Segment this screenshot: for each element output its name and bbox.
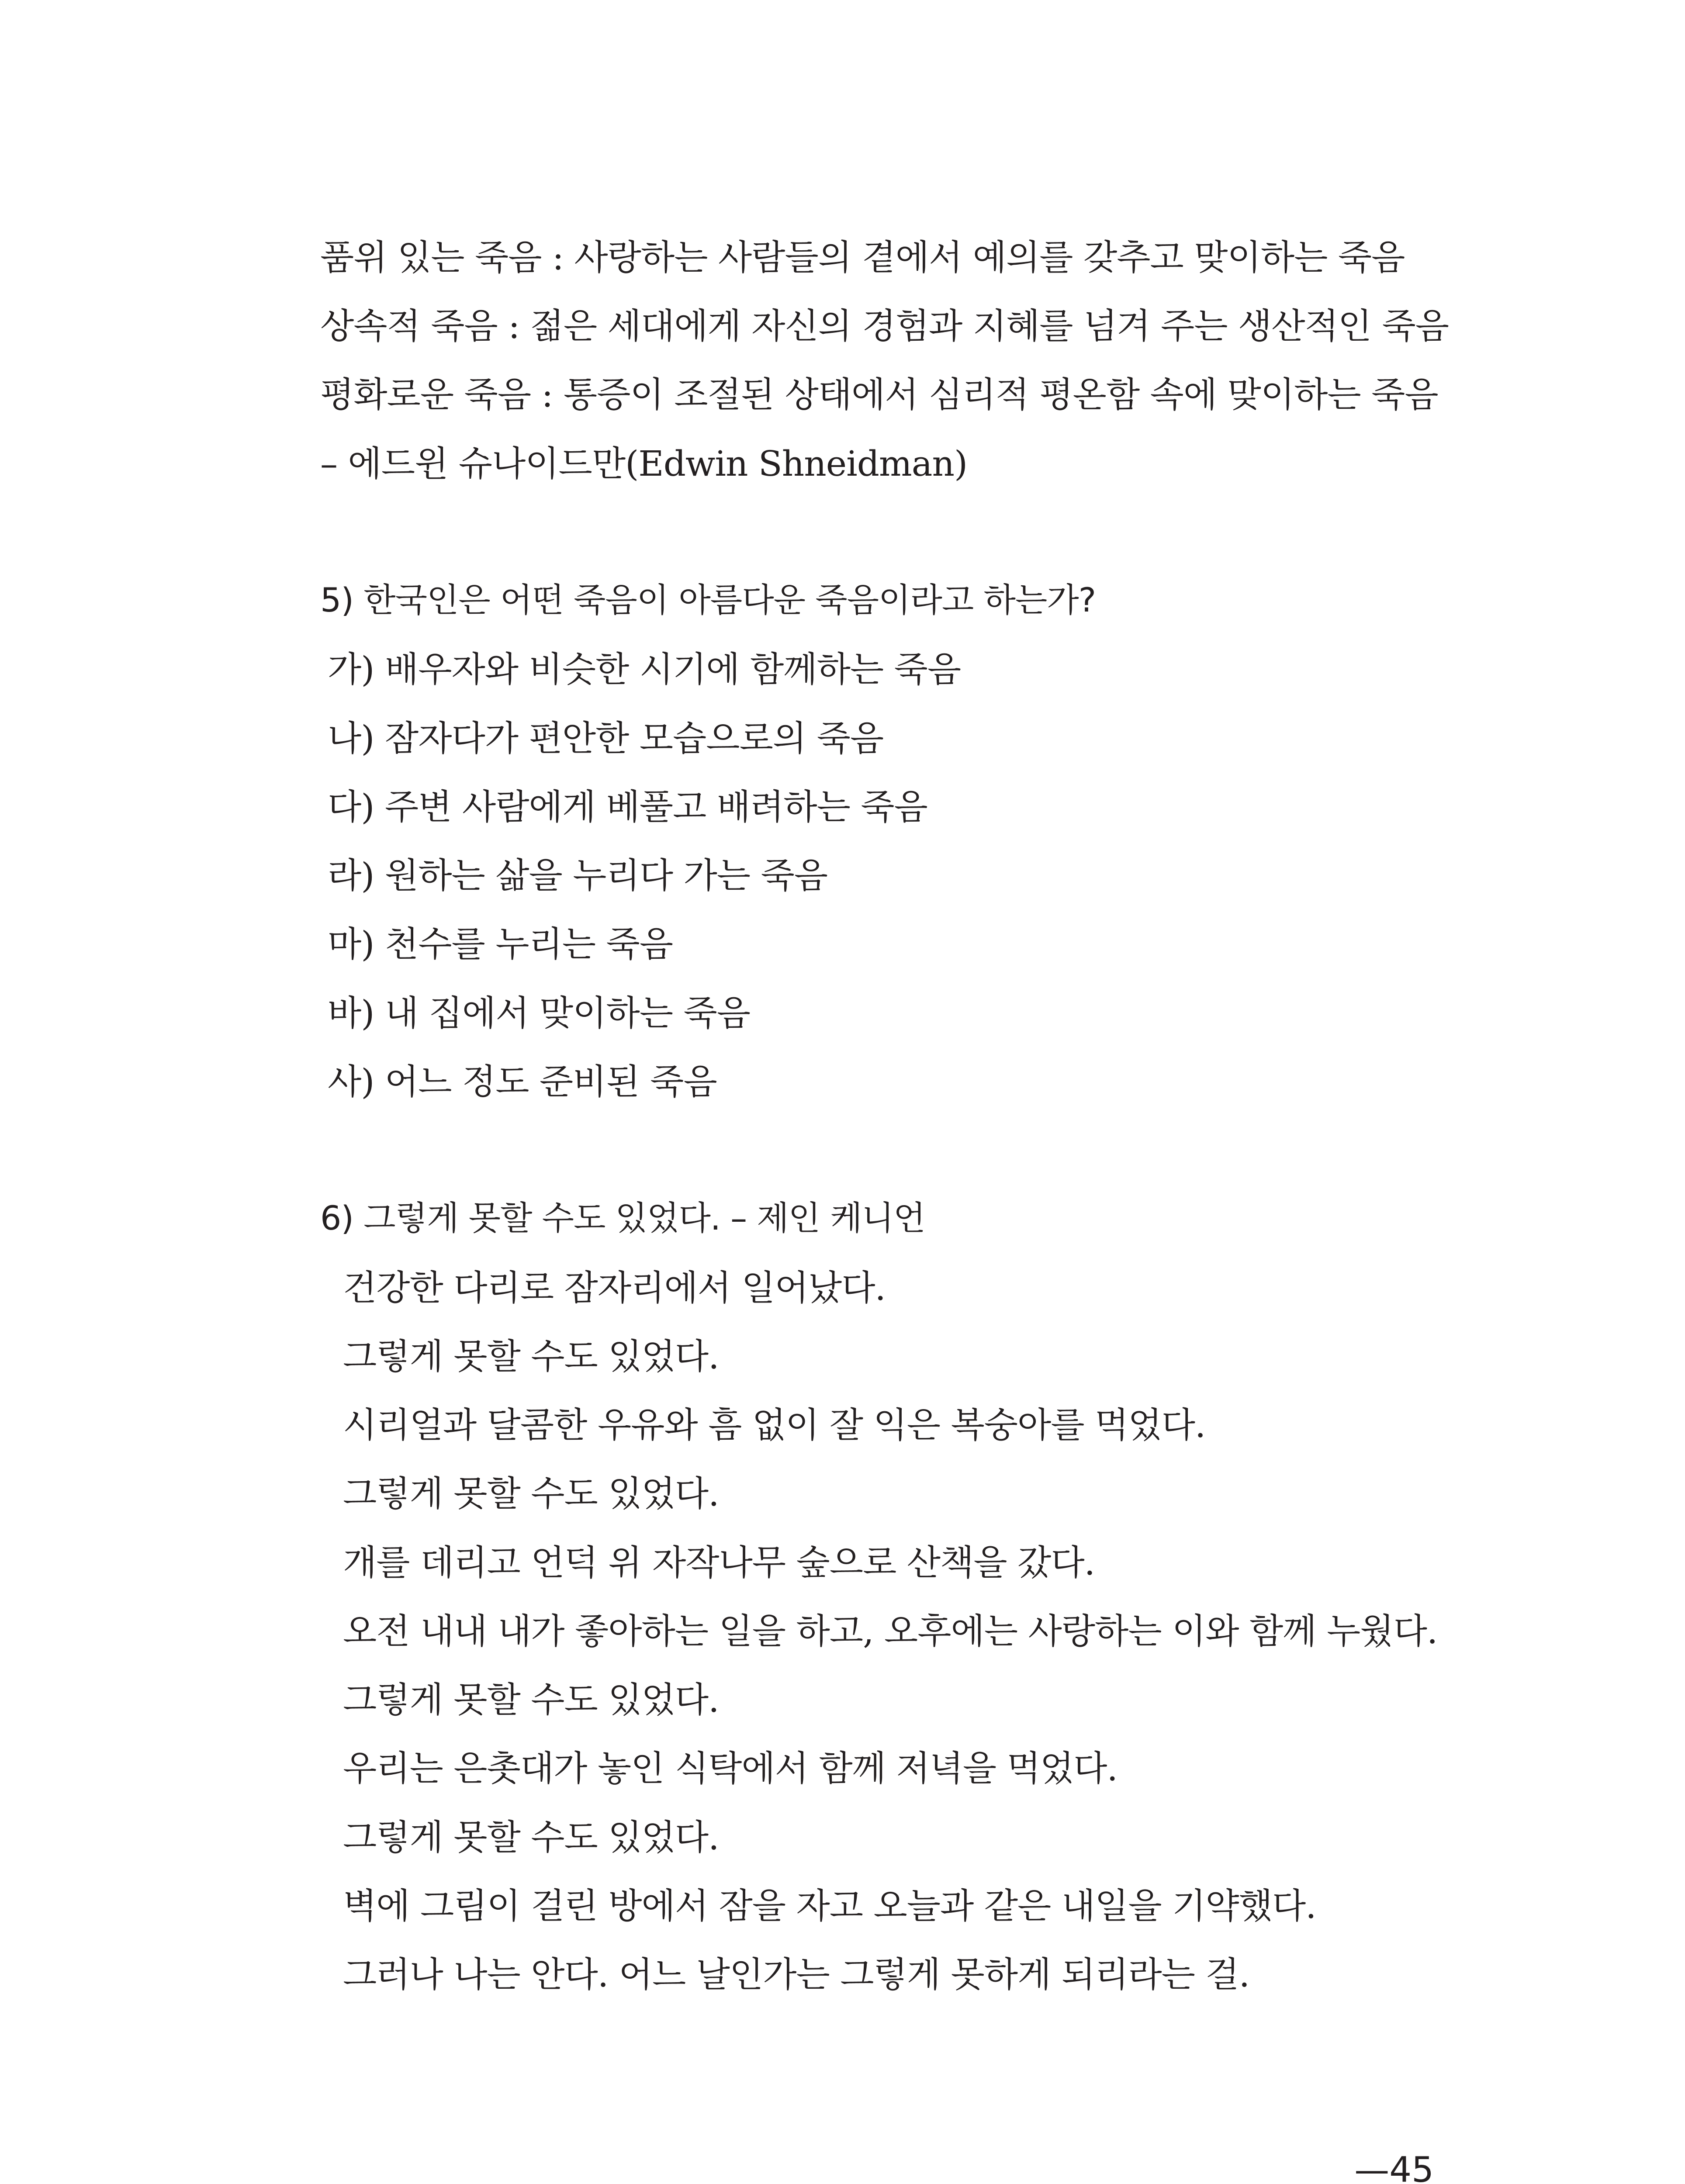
poem-line: 오전 내내 내가 좋아하는 일을 하고, 오후에는 사랑하는 이와 함께 누웠다.: [343, 1611, 1438, 1652]
intro-line-inheritance-death: 상속적 죽음 : 젊은 세대에게 자신의 경험과 지혜를 넘겨 주는 생산적인 죽음: [320, 306, 1449, 346]
section5-item: 바) 내 집에서 맞이하는 죽음: [328, 993, 751, 1033]
section5-heading: 5) 한국인은 어떤 죽음이 아름다운 죽음이라고 하는가?: [320, 581, 1096, 619]
section5-item: 마) 천수를 누리는 죽음: [328, 924, 673, 964]
poem-line: 그러나 나는 안다. 어느 날인가는 그렇게 못하게 되리라는 걸.: [343, 1954, 1250, 1995]
poem-line: 벽에 그림이 걸린 방에서 잠을 자고 오늘과 같은 내일을 기약했다.: [343, 1886, 1316, 1926]
section6-heading: 6) 그렇게 못할 수도 있었다. – 제인 케니언: [320, 1199, 925, 1237]
poem-line: 개를 데리고 언덕 위 자작나무 숲으로 산책을 갔다.: [343, 1542, 1095, 1583]
poem-line: 그렇게 못할 수도 있었다.: [343, 1679, 719, 1720]
section5-item: 나) 잠자다가 편안한 모습으로의 죽음: [328, 718, 884, 759]
intro-line-dignified-death: 품위 있는 죽음 : 사랑하는 사람들의 곁에서 예의를 갖추고 맞이하는 죽음: [320, 237, 1405, 278]
poem-line: 시리얼과 달콤한 우유와 흠 없이 잘 익은 복숭아를 먹었다.: [343, 1405, 1206, 1445]
section5-item: 사) 어느 정도 준비된 죽음: [328, 1061, 717, 1102]
page-number: —45: [1354, 2149, 1434, 2184]
poem-line: 건강한 다리로 잠자리에서 일어났다.: [343, 1268, 886, 1308]
section5-item: 라) 원하는 삶을 누리다 가는 죽음: [328, 855, 827, 896]
section5-item: 다) 주변 사람에게 베풀고 배려하는 죽음: [328, 787, 927, 827]
poem-line: 우리는 은촛대가 놓인 식탁에서 함께 저녁을 먹었다.: [343, 1748, 1118, 1789]
intro-attribution: – 에드윈 슈나이드만(Edwin Shneidman): [320, 443, 968, 484]
section5-item: 가) 배우자와 비슷한 시기에 함께하는 죽음: [328, 649, 961, 690]
poem-line: 그렇게 못할 수도 있었다.: [343, 1473, 719, 1514]
poem-line: 그렇게 못할 수도 있었다.: [343, 1817, 719, 1858]
intro-line-peaceful-death: 평화로운 죽음 : 통증이 조절된 상태에서 심리적 평온함 속에 맞이하는 죽음: [320, 374, 1438, 415]
poem-line: 그렇게 못할 수도 있었다.: [343, 1336, 719, 1377]
